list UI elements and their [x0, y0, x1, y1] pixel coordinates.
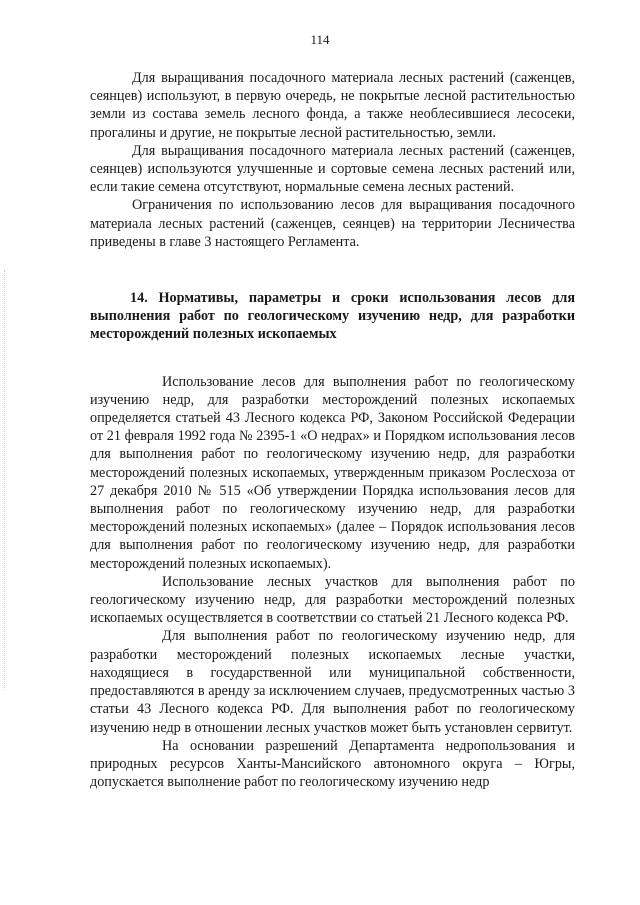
- paragraph-seedling-restrictions: Ограничения по использованию лесов для выращивания посадочного материала лесных растений (саженцев, сеянцев) на территории Лесничества приведены в главе 3 настоящего Регламента.: [90, 197, 575, 250]
- paragraph-seedling-seeds: Для выращивания посадочного материала лесных растений (саженцев, сеянцев) используются улучшенные и сортовые семена лесных растений или, если такие семена отсутствуют, нормальные семена лесных растений.: [90, 142, 575, 196]
- paragraph-geology-article-21: Использование лесных участков для выполнения работ по геологическому изучению недр, для разработки месторождений полезных ископаемых осуществляется в соответствии со статьей 21 Лесного кодекса РФ.: [90, 573, 575, 627]
- paragraph-seedling-lands: Для выращивания посадочного материала лесных растений (саженцев, сеянцев) используют, в первую очередь, не покрытые лесной растительностью земли из состава земель лесного фонда, а также необлесившиеся лесосеки, прогалины и другие, не покрытые лесной растительностью, земли.: [90, 70, 575, 141]
- scan-margin-marks: [4, 270, 7, 690]
- page-number: 114: [310, 32, 330, 47]
- paragraph-geology-permits: На основании разрешений Департамента недропользования и природных ресурсов Ханты-Мансийского автономного округа – Югры, допускается выполнение работ по геологическому изучению недр: [90, 737, 575, 791]
- section-heading-14: 14. Нормативы, параметры и сроки использования лесов для выполнения работ по геологическому изучению недр, для разработки месторождений полезных ископаемых: [90, 290, 575, 343]
- document-body: [90, 69, 575, 791]
- section-spacer: [90, 344, 575, 373]
- paragraph-geology-basis: Использование лесов для выполнения работ по геологическому изучению недр, для разработки месторождений полезных ископаемых определяется статьей 43 Лесного кодекса РФ, Законом Российской Федерации от 21 февраля 1992 года № 2395-1 «О недрах» и Порядком использования лесов для выполнения работ по геологическому изучению недр, для разработки месторождений полезных ископаемых, утвержденным приказом Рослесхоза от 27 декабря 2010 № 515 «Об утверждении Порядка использования лесов для выполнения работ по геологическому изучению недр, для разработки месторождений полезных ископаемых» (далее – Порядок использования лесов для выполнения работ по геологическому изучению недр, для разработки месторождений полезных ископаемых).: [90, 373, 575, 572]
- paragraph-geology-lease: Для выполнения работ по геологическому изучению недр, для разработки месторождений полезных ископаемых лесные участки, находящиеся в государственной или муниципальной собственности, предоставляются в аренду за исключением случаев, предусмотренных частью 3 статьи 43 Лесного кодекса РФ. Для выполнения работ по геологическому изучению недр в отношении лесных участков может быть установлен сервитут.: [90, 628, 575, 736]
